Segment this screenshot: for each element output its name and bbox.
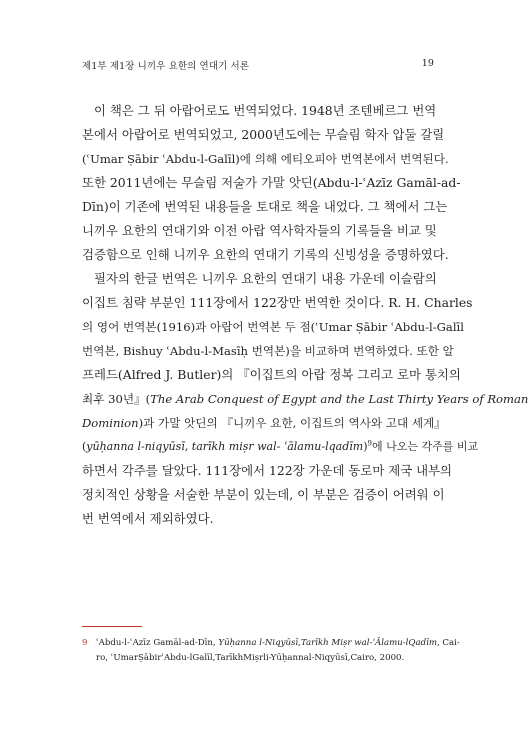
paragraph-line: 또한 2011년에는 무슬림 저술가 가말 앗딘(Abdu-l-ʿAzīz Gamāl-ad-	[82, 175, 461, 190]
book-title: The Arab Conquest of Egypt and the Last Thirty Years of Roman	[150, 392, 528, 406]
footnote-ref: 9	[367, 439, 372, 448]
running-header	[82, 58, 434, 72]
paragraph-line: 검증함으로 인해 니끼우 요한의 연대기 기록의 신빙성을 증명하였다.	[82, 247, 449, 262]
footnote-number: 9	[82, 638, 88, 648]
footnote	[82, 636, 460, 666]
paragraph-line: 번 번역에서 제외하였다.	[82, 511, 214, 526]
paragraph-line: (yūḥanna l-niqyūsī, tarīkh miṣr wal- ʿālamu-lqadīm)$^9$에 나오는 각주를 비교	[82, 439, 479, 453]
body-text	[82, 99, 528, 531]
page-number: 19	[421, 58, 434, 69]
footnote-line: ro, ʿUmarṢābirʿAbdu-lGalīl,TarīkhMiṣrli-Yūḥannal-Niqyūsī,Cairo, 2000.	[96, 653, 405, 663]
footnote-divider	[82, 626, 142, 627]
paragraph-line: Dīn)이 기존에 번역된 내용들을 토대로 책을 내었다. 그 책에서 그는	[82, 199, 448, 214]
paragraph-line: 의 영어 번역본(1916)과 아랍어 번역본 두 점(ʿUmar Ṣābir ʿAbdu-l-Galīl	[82, 320, 464, 334]
paragraph-line: 니끼우 요한의 연대기와 이전 아랍 역사학자들의 기록들을 비교 및	[82, 223, 437, 238]
paragraph-line: 번역본, Bishuy ʿAbdu-l-Masīḥ 번역본)을 비교하며 번역하였다. 또한 알	[82, 344, 454, 358]
running-header-title: 제1부 제1장 니끼우 요한의 연대기 서론	[82, 61, 250, 72]
book-title: yūḥanna l-niqyūsī, tarīkh miṣr wal- ʿālamu-lqadīm	[86, 440, 364, 453]
paragraph-line: 최후 30년』(The Arab Conquest of Egypt and the Last Thirty Years of Roman	[82, 392, 528, 406]
paragraph-line: 필자의 한글 번역은 니끼우 요한의 연대기 내용 가운데 이슬람의	[94, 271, 437, 286]
paragraph-line: Dominion)과 가말 앗딘의 『니끼우 요한, 이집트의 역사와 고대 세계』	[82, 416, 446, 430]
paragraph-line: 프레드(Alfred J. Butler)의 『이집트의 아랍 정복 그리고 로마 통치의	[82, 367, 461, 382]
paragraph-line: 이 책은 그 뒤 아랍어로도 번역되었다. 1948년 조텐베르그 번역	[94, 103, 437, 118]
paragraph-line: 하면서 각주를 달았다. 111장에서 122장 가운데 동로마 제국 내부의	[82, 463, 453, 478]
paragraph-line: 이집트 침략 부분인 111장에서 122장만 번역한 것이다. R. H. Charles	[82, 295, 473, 310]
paragraph-line: 본에서 아랍어로 번역되었고, 2000년도에는 무슬림 학자 압둘 갈릴	[82, 127, 445, 142]
footnote-line: 9 ʿAbdu-l-ʿAzīz Gamāl-ad-Dīn, Yūḥanna l-Niqyūsī,Tarīkh Miṣr wal-ʿĀlamu-lQadīm, Cai-	[82, 636, 436, 651]
paragraph-line: 정치적인 상황을 서술한 부분이 있는데, 이 부분은 검증이 어려워 이	[82, 487, 445, 502]
paragraph-line: (ʿUmar Ṣābir ʿAbdu-l-Galīl)에 의해 에티오피아 번역본에서 번역된다.	[82, 152, 449, 166]
book-title: Dominion	[82, 416, 139, 430]
